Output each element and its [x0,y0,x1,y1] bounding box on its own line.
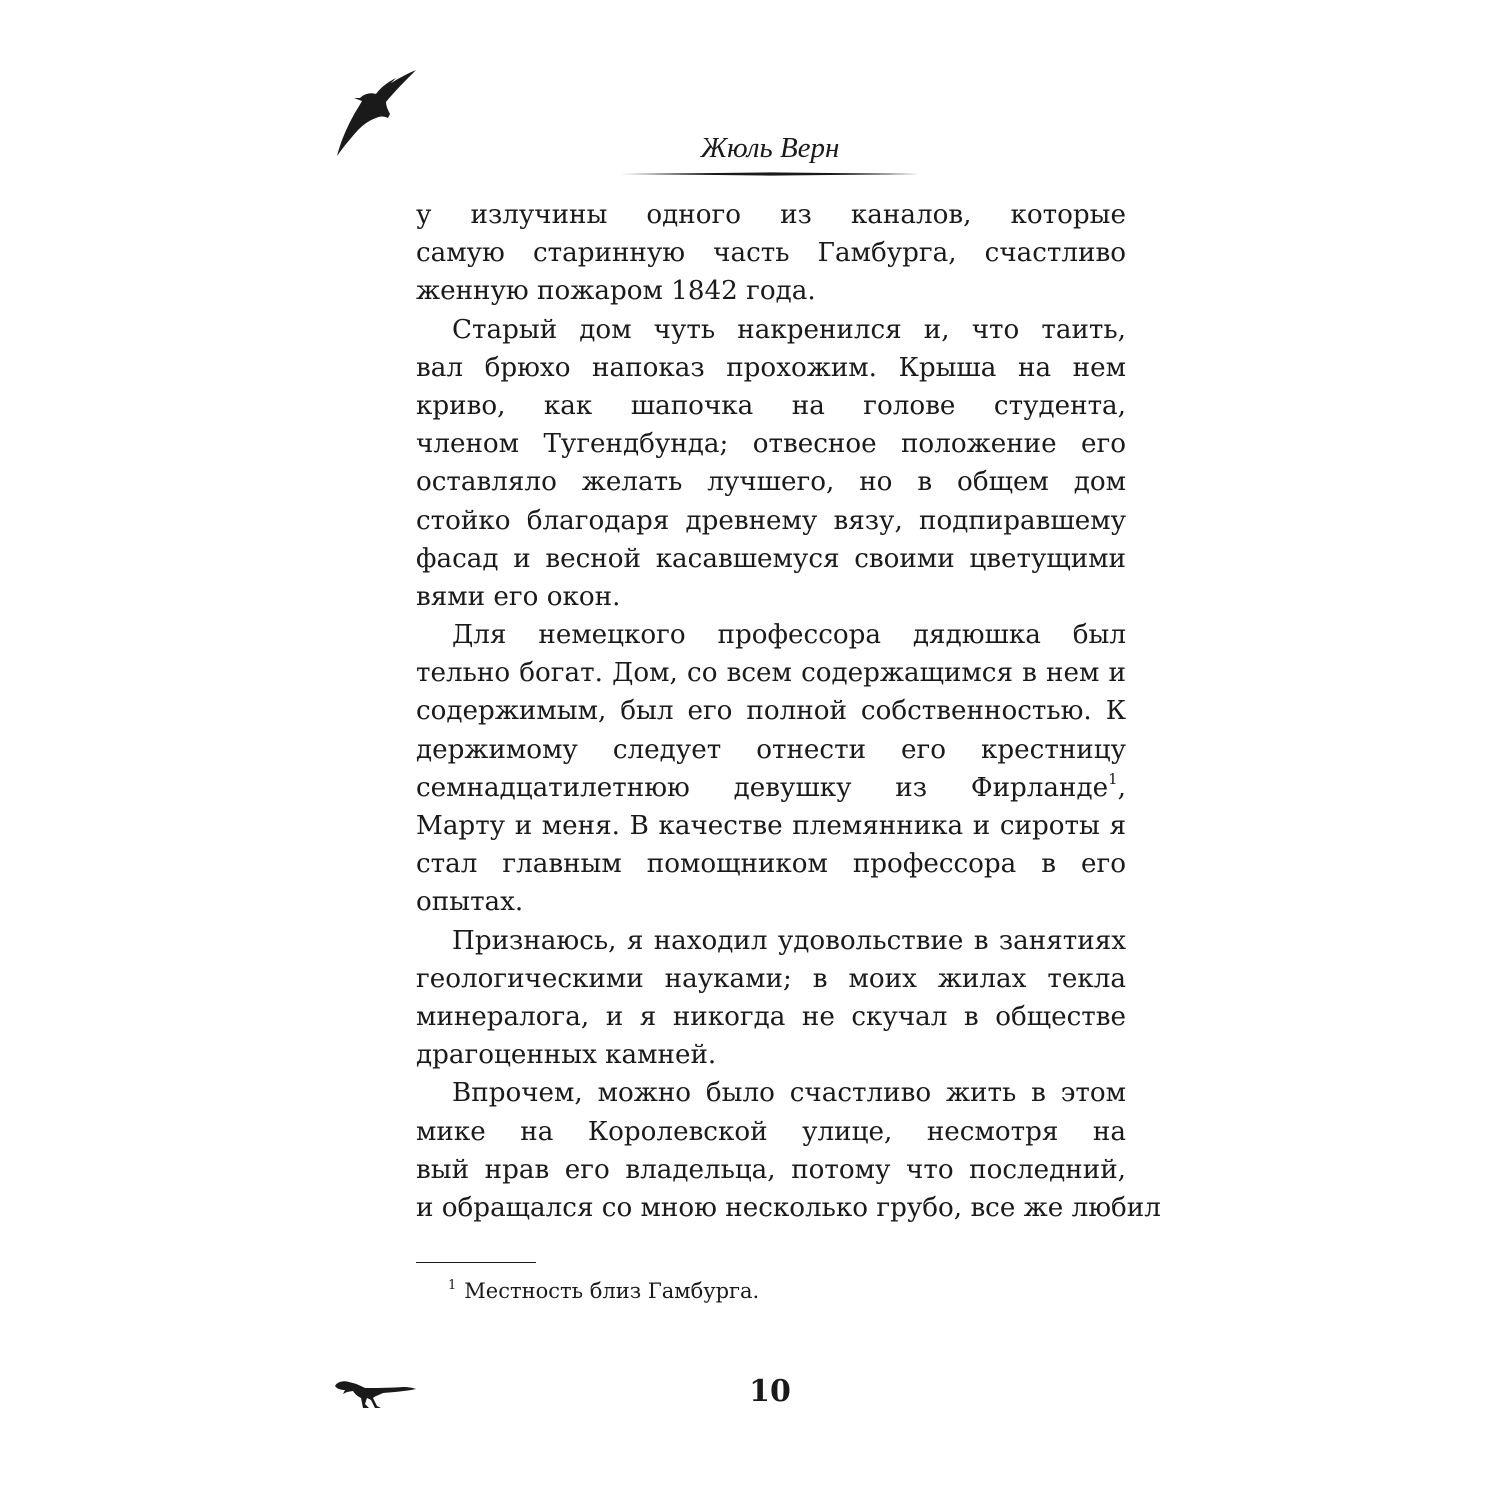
text-line: держимому следует отнести его крестницу [416,734,1126,765]
header-rule [620,170,920,178]
text-line: и обращался со мною несколько грубо, все же любил [416,1192,1161,1223]
body-text [416,196,1161,1227]
text-line: геологическими науками; в моих жилах текла [416,963,1126,994]
text-line: вями его окон. [416,581,621,612]
text-line: стойко благодаря древнему вязу, подпиравшему [416,505,1126,536]
footnote [448,1274,759,1308]
dinosaur-icon [333,1374,417,1410]
text-line: вый нрав его владельца, потому что последний, [416,1154,1126,1185]
text-line: Признаюсь, я находил удовольствие в занятиях [452,925,1126,956]
text-line: драгоценных камней. [416,1040,717,1071]
line-text: , [1117,772,1126,803]
text-line: стал главным помощником профессора в его [416,849,1126,880]
footnote-rule [416,1262,536,1263]
footnote-text: Местность близ Гамбурга. [464,1279,760,1303]
page-number: 10 [749,1374,791,1409]
text-line: Марту и меня. В качестве племянника и сироты я [416,811,1126,841]
text-line: самую старинную часть Гамбурга, счастливо [416,238,1126,269]
footnote-marker: 1 [448,1278,457,1293]
footnote-reference: 1 [1108,769,1118,788]
text-line: минералога, и я никогда не скучал в обществе [416,1001,1126,1032]
text-line: членом Тугендбунда; отвесное положение его [416,429,1126,460]
text-line: Впрочем, можно было счастливо жить в этом [452,1078,1126,1109]
text-line: криво, как шапочка на голове студента, [416,390,1126,421]
text-line: содержимым, был его полной собственностью. К [416,696,1126,727]
running-title: Жюль Верн [700,132,840,164]
text-line: женную пожаром 1842 года. [416,276,816,307]
text-line: оставляло желать лучшего, но в общем дом [416,467,1126,498]
text-line: Старый дом чуть накренился и, что таить, [452,314,1126,345]
text-line: опытах. [416,887,524,918]
pterodactyl-icon [336,68,418,158]
text-line: тельно богат. Дом, со всем содержащимся в нем и [416,658,1126,689]
text-line: мике на Королевской улице, несмотря на [416,1116,1126,1147]
text-line: у излучины одного из каналов, которые [416,200,1126,230]
text-line: Для немецкого профессора дядюшка был [452,620,1126,651]
text-line: фасад и весной касавшемуся своими цветущими [416,543,1126,574]
line-text: семнадцатилетнюю девушку из Фирланде [416,772,1109,803]
text-line: вал брюхо напоказ прохожим. Крыша на нем [416,352,1126,383]
text-line [416,769,1126,807]
